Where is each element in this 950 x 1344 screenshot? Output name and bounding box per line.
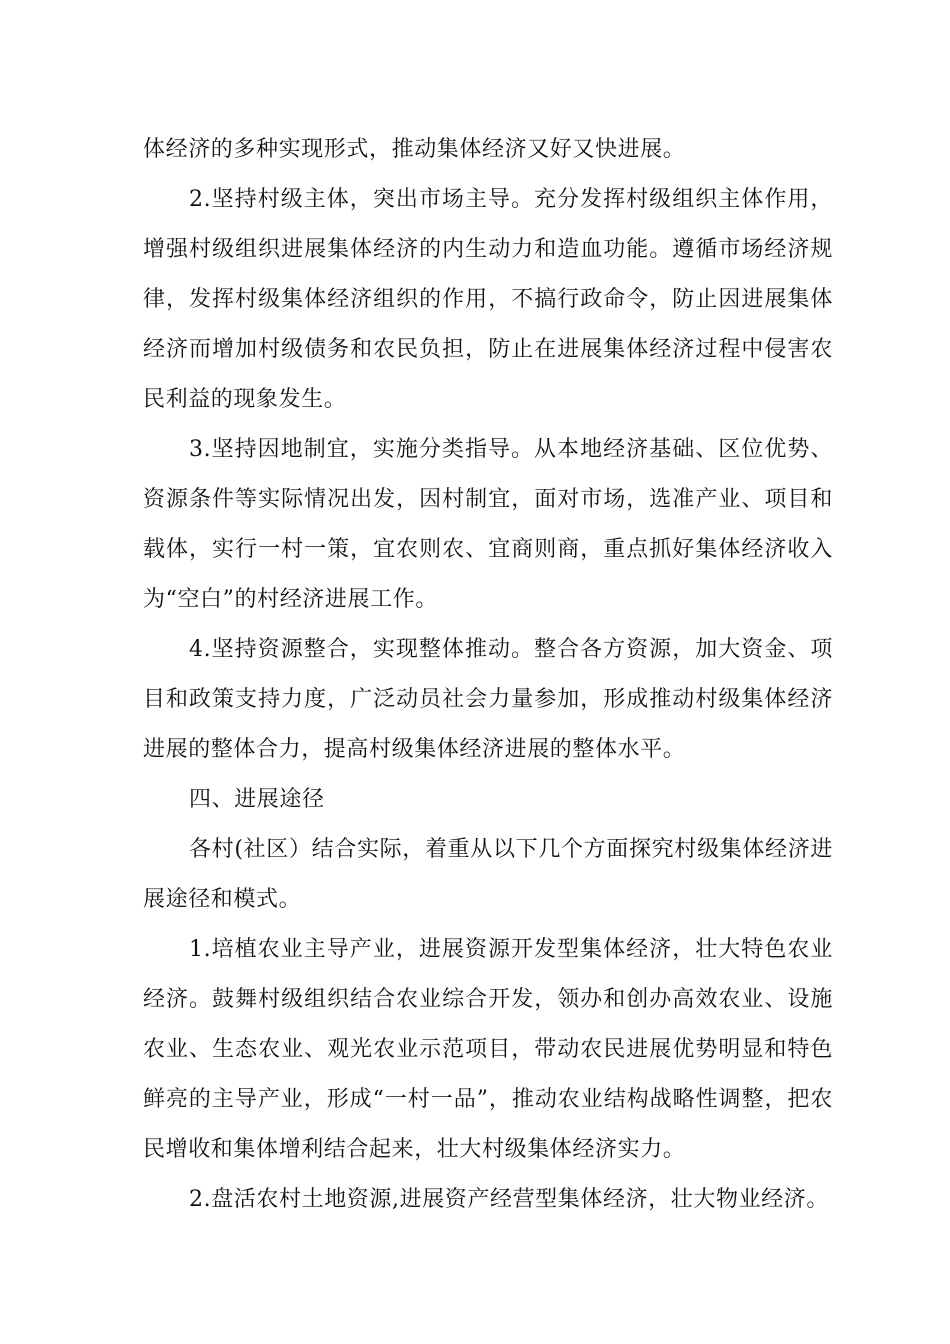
paragraph-path-1: 1.培植农业主导产业，进展资源开发型集体经济，壮大特色农业经济。鼓舞村级组织结合农业综合开发，领办和创办高效农业、设施农业、生态农业、观光农业示范项目，带动农民进展优势明显和特色鲜亮的主导产业，形成“一村一品”，推动农业结构战略性调整，把农民增收和集体增利结合起来，壮大村级集体经济实力。 bbox=[143, 937, 833, 1162]
paragraph-continuation: 体经济的多种实现形式，推动集体经济又好又快进展。 bbox=[143, 137, 686, 162]
paragraph-principle-3: 3.坚持因地制宜，实施分类指导。从本地经济基础、区位优势、资源条件等实际情况出发，因村制宜，面对市场，选准产业、项目和载体，实行一村一策，宜农则农、宜商则商，重点抓好集体经济收入为“空白”的村经济进展工作。 bbox=[143, 437, 833, 612]
paragraph-section-intro: 各村(社区）结合实际，着重从以下几个方面探究村级集体经济进展途径和模式。 bbox=[143, 837, 833, 912]
paragraph-principle-4: 4.坚持资源整合，实现整体推动。整合各方资源，加大资金、项目和政策支持力度，广泛动员社会力量参加，形成推动村级集体经济进展的整体合力，提高村级集体经济进展的整体水平。 bbox=[143, 637, 833, 762]
paragraph-principle-2: 2.坚持村级主体，突出市场主导。充分发挥村级组织主体作用，增强村级组织进展集体经济的内生动力和造血功能。遵循市场经济规律，发挥村级集体经济组织的作用，不搞行政命令，防止因进展集体经济而增加村级债务和农民负担，防止在进展集体经济过程中侵害农民利益的现象发生。 bbox=[143, 187, 833, 412]
paragraph-path-2: 2.盘活农村土地资源,进展资产经营型集体经济，壮大物业经济。 bbox=[189, 1187, 829, 1212]
section-heading-development-paths: 四、进展途径 bbox=[189, 787, 325, 812]
document-body bbox=[143, 125, 833, 1225]
